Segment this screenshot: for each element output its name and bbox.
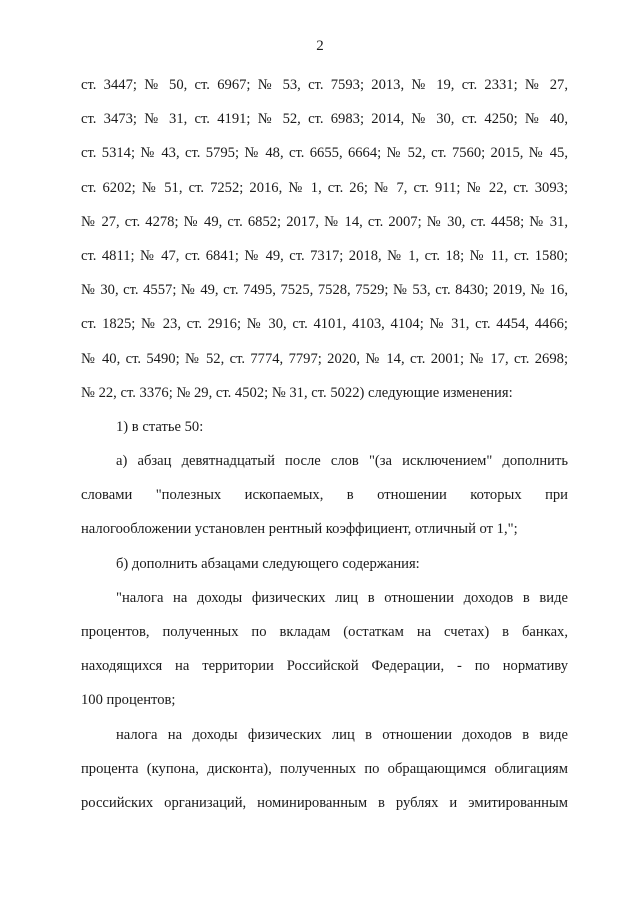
text-line: № 22, ст. 3376; № 29, ст. 4502; № 31, ст. 5022) следующие изменения: xyxy=(81,384,513,401)
text-line: б) дополнить абзацами следующего содержания: xyxy=(116,555,420,572)
text-line: находящихся на территории Российской Федерации, - по нормативу xyxy=(81,658,568,675)
text-line: налога на доходы физических лиц в отношении доходов в виде xyxy=(116,726,568,743)
text-line: ст. 1825; № 23, ст. 2916; № 30, ст. 4101, 4103, 4104; № 31, ст. 4454, 4466; xyxy=(81,316,568,333)
text-line: ст. 3473; № 31, ст. 4191; № 52, ст. 6983; 2014, № 30, ст. 4250; № 40, xyxy=(81,111,568,128)
text-line: 100 процентов; xyxy=(81,692,176,709)
text-line: 1) в статье 50: xyxy=(116,418,204,435)
page-number: 2 xyxy=(316,38,324,54)
text-line: российских организаций, номинированным в рублях и эмитированным xyxy=(81,794,568,811)
text-line: № 27, ст. 4278; № 49, ст. 6852; 2017, № 14, ст. 2007; № 30, ст. 4458; № 31, xyxy=(81,213,568,230)
text-line: ст. 3447; № 50, ст. 6967; № 53, ст. 7593; 2013, № 19, ст. 2331; № 27, xyxy=(81,77,568,93)
text-line: процента (купона, дисконта), полученных по обращающимся облигациям xyxy=(81,760,568,777)
text-line: ст. 6202; № 51, ст. 7252; 2016, № 1, ст. 26; № 7, ст. 911; № 22, ст. 3093; xyxy=(81,179,568,196)
text-line: "налога на доходы физических лиц в отношении доходов в виде xyxy=(116,589,568,606)
text-line: № 30, ст. 4557; № 49, ст. 7495, 7525, 7528, 7529; № 53, ст. 8430; 2019, № 16, xyxy=(81,282,568,299)
text-line: № 40, ст. 5490; № 52, ст. 7774, 7797; 2020, № 14, ст. 2001; № 17, ст. 2698; xyxy=(81,350,568,367)
text-line: ст. 5314; № 43, ст. 5795; № 48, ст. 6655, 6664; № 52, ст. 7560; 2015, № 45, xyxy=(81,145,568,162)
text-line: словами "полезных ископаемых, в отношении которых при xyxy=(81,487,568,504)
text-line: а) абзац девятнадцатый после слов "(за исключением" дополнить xyxy=(116,453,568,470)
document-body xyxy=(81,74,568,826)
text-line: ст. 4811; № 47, ст. 6841; № 49, ст. 7317; 2018, № 1, ст. 18; № 11, ст. 1580; xyxy=(81,247,568,264)
text-line: процентов, полученных по вкладам (остаткам на счетах) в банках, xyxy=(81,624,568,640)
text-line: налогообложении установлен рентный коэффициент, отличный от 1,"; xyxy=(81,521,518,538)
